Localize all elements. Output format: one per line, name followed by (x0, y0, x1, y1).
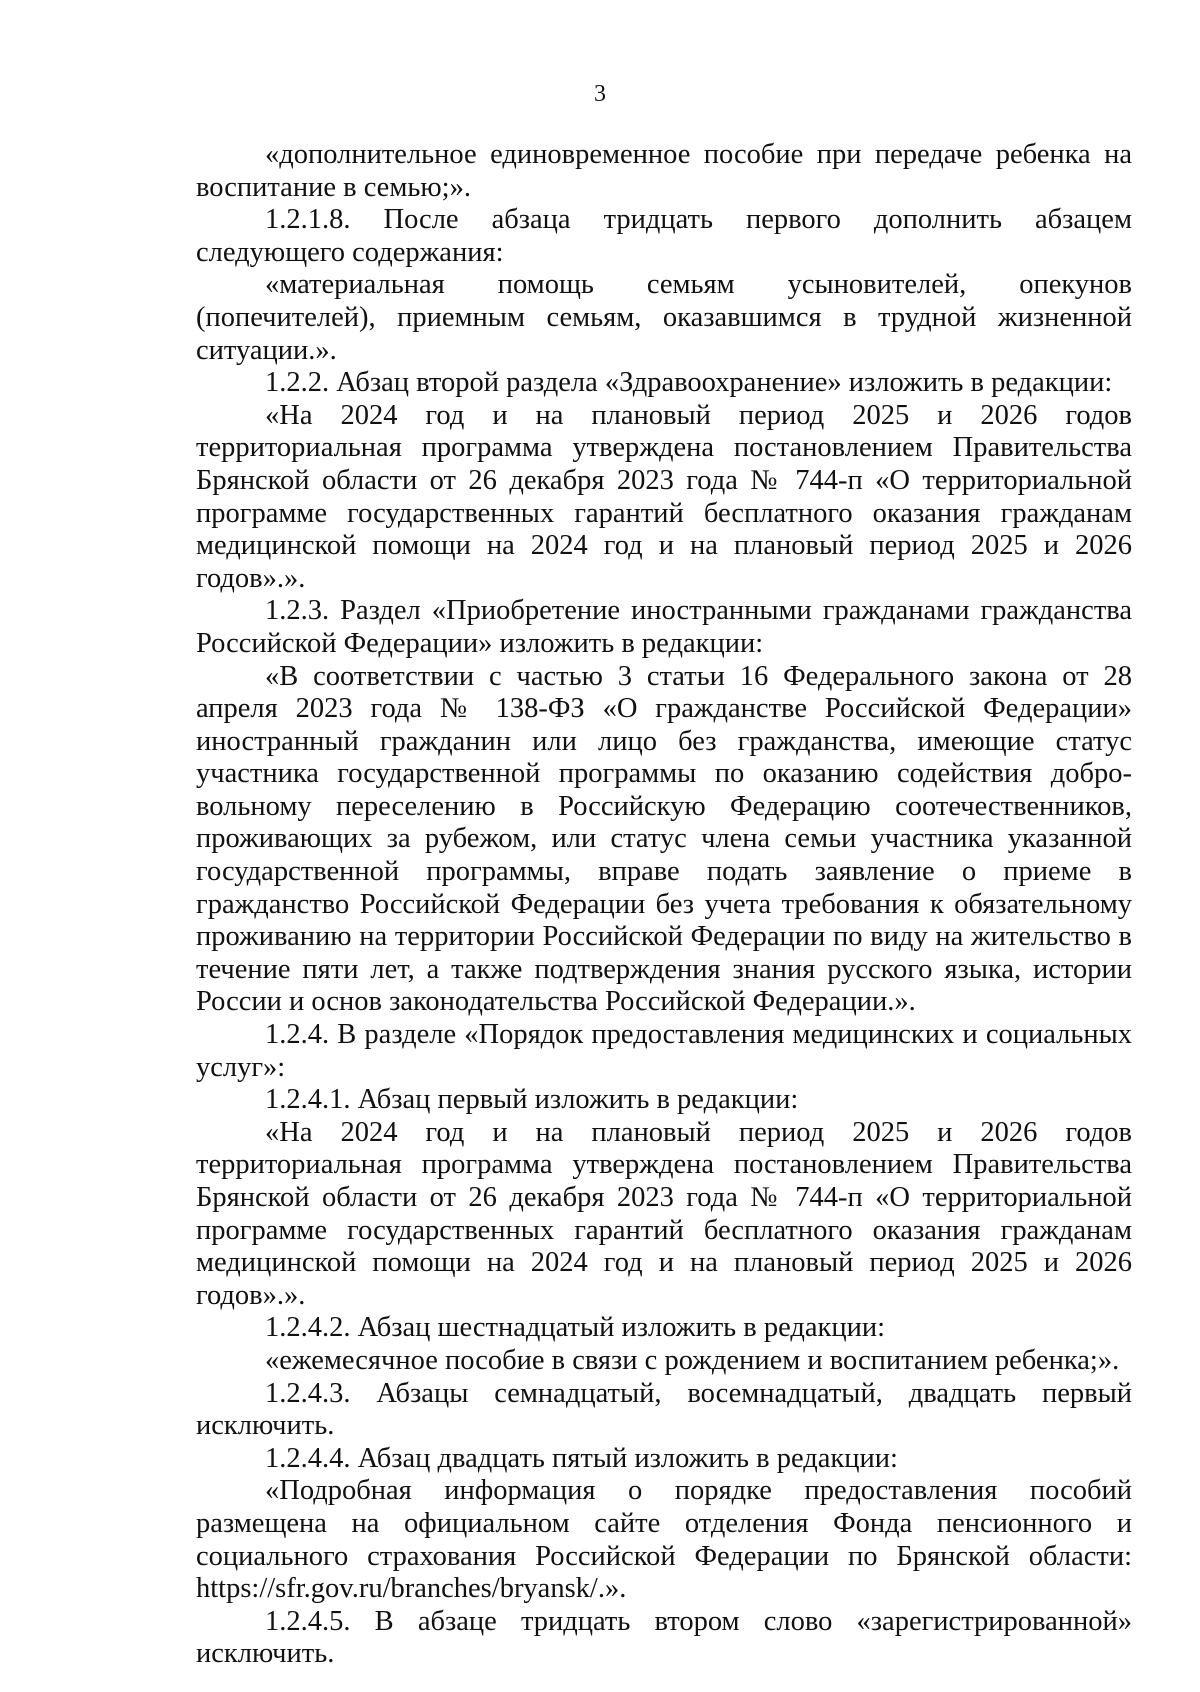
paragraph: «Подробная информация о порядке предоставления пособий размещена на официальном сайте отделения Фонда пенсионного и социального страхования Российской Федерации по Брянской области: https://sfr.gov.ru/branches/bryansk/.». (196, 1475, 1132, 1605)
paragraph: 1.2.4.1. Абзац первый изложить в редакции: (265, 1084, 799, 1116)
paragraph: «ежемесячное пособие в связи с рождением и воспитанием ребенка;». (265, 1344, 1120, 1376)
paragraph: 1.2.4.3. Абзацы семнадцатый, восемнадцатый, двадцать первый исключить. (196, 1377, 1132, 1442)
paragraph: «материальная помощь семьям усыновителей, опекунов (попечителей), приемным семьям, оказавшимся в трудной жизненной ситуации.». (196, 269, 1132, 366)
page-number: 3 (594, 81, 606, 107)
paragraph: 1.2.1.8. После абзаца тридцать первого дополнить абзацем следующего содержания: (196, 204, 1132, 268)
paragraph: «На 2024 год и на плановый период 2025 и 2026 годов территориальная программа утверждена постановлением Правительства Брянской области от 26 декабря 2023 года № 744-п «О территориальной программе государственных гарантий бесплатного оказания гражданам медицинской помощи на 2024 год и на плановый период 2025 и 2026 годов».». (196, 1116, 1132, 1311)
paragraph: 1.2.4.2. Абзац шестнадцатый изложить в редакции: (265, 1312, 886, 1344)
paragraph: 1.2.3. Раздел «Приобретение иностранными гражданами гражданства Российской Федерации» изложить в редакции: (196, 595, 1132, 659)
paragraph: «На 2024 год и на плановый период 2025 и 2026 годов территориальная программа утверждена постановлением Правительства Брянской области от 26 декабря 2023 года № 744-п «О территориальной программе государственных гарантий бесплатного оказания гражданам медицинской помощи на 2024 год и на плановый период 2025 и 2026 годов».». (196, 399, 1132, 594)
paragraph: 1.2.4.4. Абзац двадцать пятый изложить в редакции: (265, 1442, 898, 1474)
document-body (196, 139, 1132, 1671)
paragraph: «В соответствии с частью 3 статьи 16 Федерального закона от 28 апреля 2023 года № 138-ФЗ «О гражданстве Российской Федерации» иностранный гражданин или лицо без гражданства, имеющие статус участника государственной программы по оказанию содействия добровольному переселению в Российскую Федерацию соотечественников, проживающих за рубежом, или статус члена семьи участника указанной государственной программы, вправе подать заявление о приеме в гражданство Российской Федерации без учета требования к обязательному проживанию на территории Российской Федерации по виду на жительство в течение пяти лет, а также подтверждения знания русского языка, истории России и основ законодательства Российской Федерации.». (196, 660, 1132, 1018)
paragraph: 1.2.4.5. В абзаце тридцать втором слово «зарегистрированной» исключить. (196, 1605, 1132, 1670)
paragraph: 1.2.2. Абзац второй раздела «Здравоохранение» изложить в редакции: (265, 367, 1113, 399)
paragraph: 1.2.4. В разделе «Порядок предоставления медицинских и социальных услуг»: (196, 1019, 1132, 1083)
paragraph: «дополнительное единовременное пособие при передаче ребенка на воспитание в семью;». (196, 139, 1132, 203)
